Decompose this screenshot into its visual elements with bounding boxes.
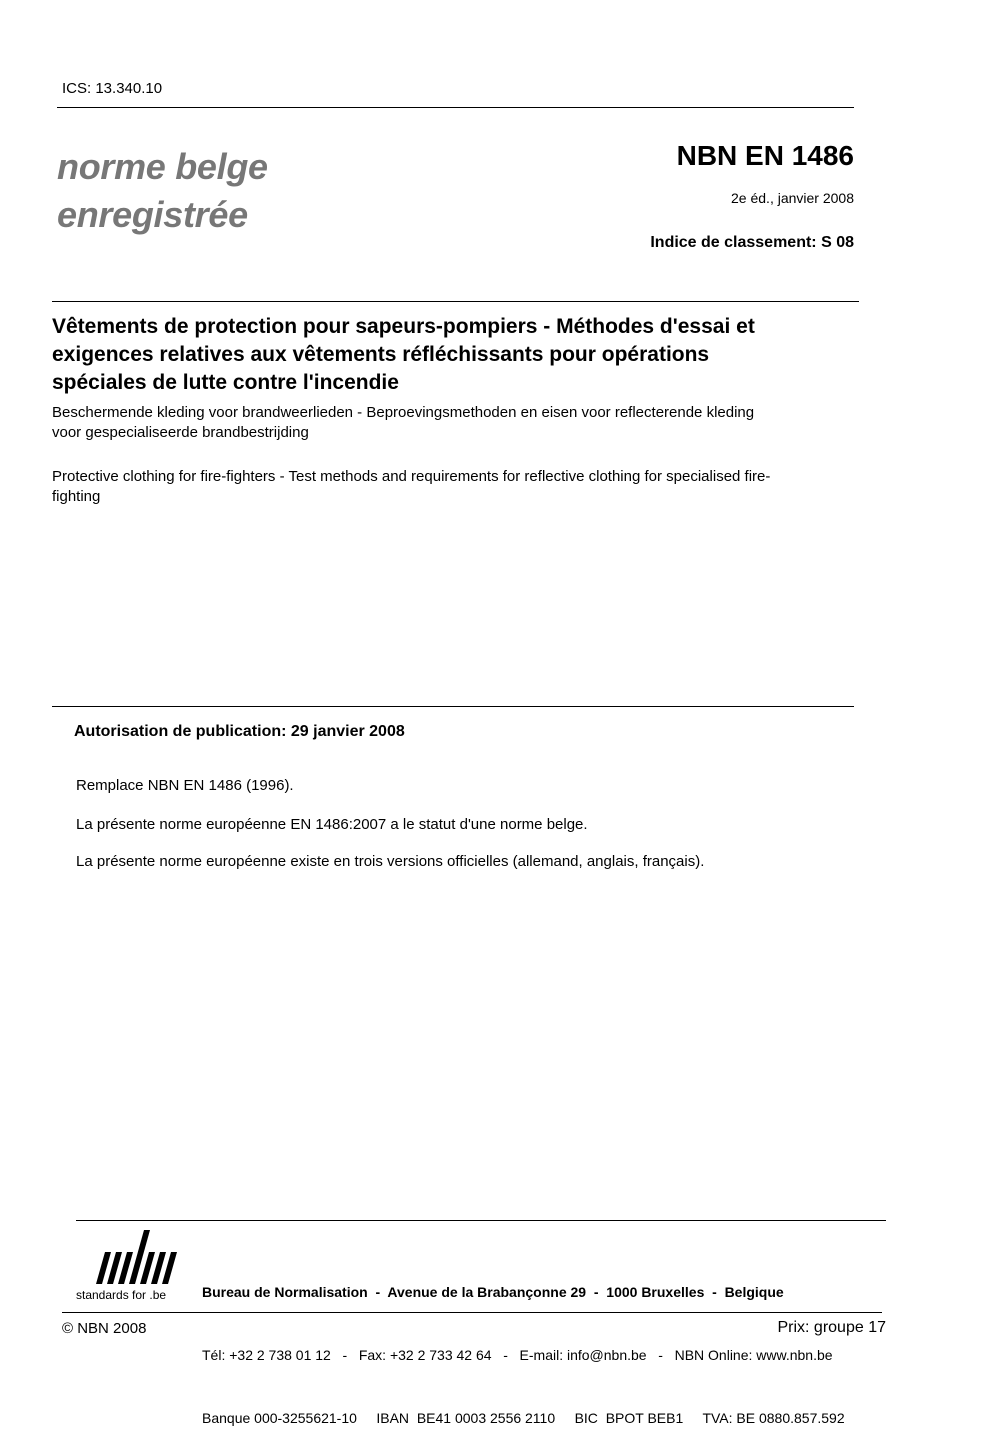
title-nl-line-1: Beschermende kleding voor brandweerlieden - Beproevingsmethoden en eisen voor reflecterende kleding	[52, 404, 755, 421]
ics-code: ICS: 13.340.10	[62, 80, 163, 97]
footer-bank: Banque 000-3255621-10 IBAN BE41 0003 2556 2110 BIC BPOT BEB1 TVA: BE 0880.857.592	[202, 1410, 845, 1426]
footer-contact: Tél: +32 2 738 01 12 - Fax: +32 2 733 42 64 - E-mail: info@nbn.be - NBN Online: www.nbn.be	[202, 1347, 833, 1363]
publication-authorization: Autorisation de publication: 29 janvier 2008	[74, 723, 405, 740]
nbn-logo	[76, 1228, 186, 1304]
title-fr-line-3: spéciales de lutte contre l'incendie	[52, 371, 399, 394]
publication-divider	[52, 706, 854, 707]
title-divider	[52, 301, 859, 302]
title-english	[52, 467, 852, 507]
edition-date: 2e éd., janvier 2008	[731, 190, 854, 206]
title-nl-line-2: voor gespecialiseerde brandbestrijding	[52, 424, 309, 441]
versions-note: La présente norme européenne existe en trois versions officielles (allemand, anglais, français).	[76, 853, 705, 870]
norme-belge-label	[57, 143, 268, 239]
footer-divider-bottom	[62, 1312, 882, 1313]
title-fr-line-2: exigences relatives aux vêtements réfléchissants pour opérations	[52, 343, 710, 366]
title-dutch	[52, 403, 852, 443]
logo-tagline: standards for .be	[76, 1288, 167, 1302]
norme-line-2: enregistrée	[57, 194, 248, 235]
header-divider	[57, 107, 854, 108]
footer-address: Bureau de Normalisation - Avenue de la Brabançonne 29 - 1000 Bruxelles - Belgique	[202, 1284, 784, 1300]
norme-line-1: norme belge	[57, 146, 268, 187]
replaces-note: Remplace NBN EN 1486 (1996).	[76, 777, 294, 794]
title-en-line-1: Protective clothing for fire-fighters - Test methods and requirements for reflective clothing for specialised fire-	[52, 468, 771, 485]
title-french	[52, 313, 842, 397]
copyright: © NBN 2008	[62, 1320, 147, 1337]
footer-divider-top	[76, 1220, 886, 1221]
document-number: NBN EN 1486	[676, 140, 854, 171]
status-note: La présente norme européenne EN 1486:2007 a le statut d'une norme belge.	[76, 816, 588, 833]
classification-index: Indice de classement: S 08	[650, 234, 854, 251]
nbn-logo-mark	[76, 1228, 186, 1286]
title-en-line-2: fighting	[52, 488, 101, 505]
price-group: Prix: groupe 17	[777, 1319, 886, 1336]
footer-contact-block	[202, 1240, 845, 1450]
title-fr-line-1: Vêtements de protection pour sapeurs-pompiers - Méthodes d'essai et	[52, 315, 755, 338]
